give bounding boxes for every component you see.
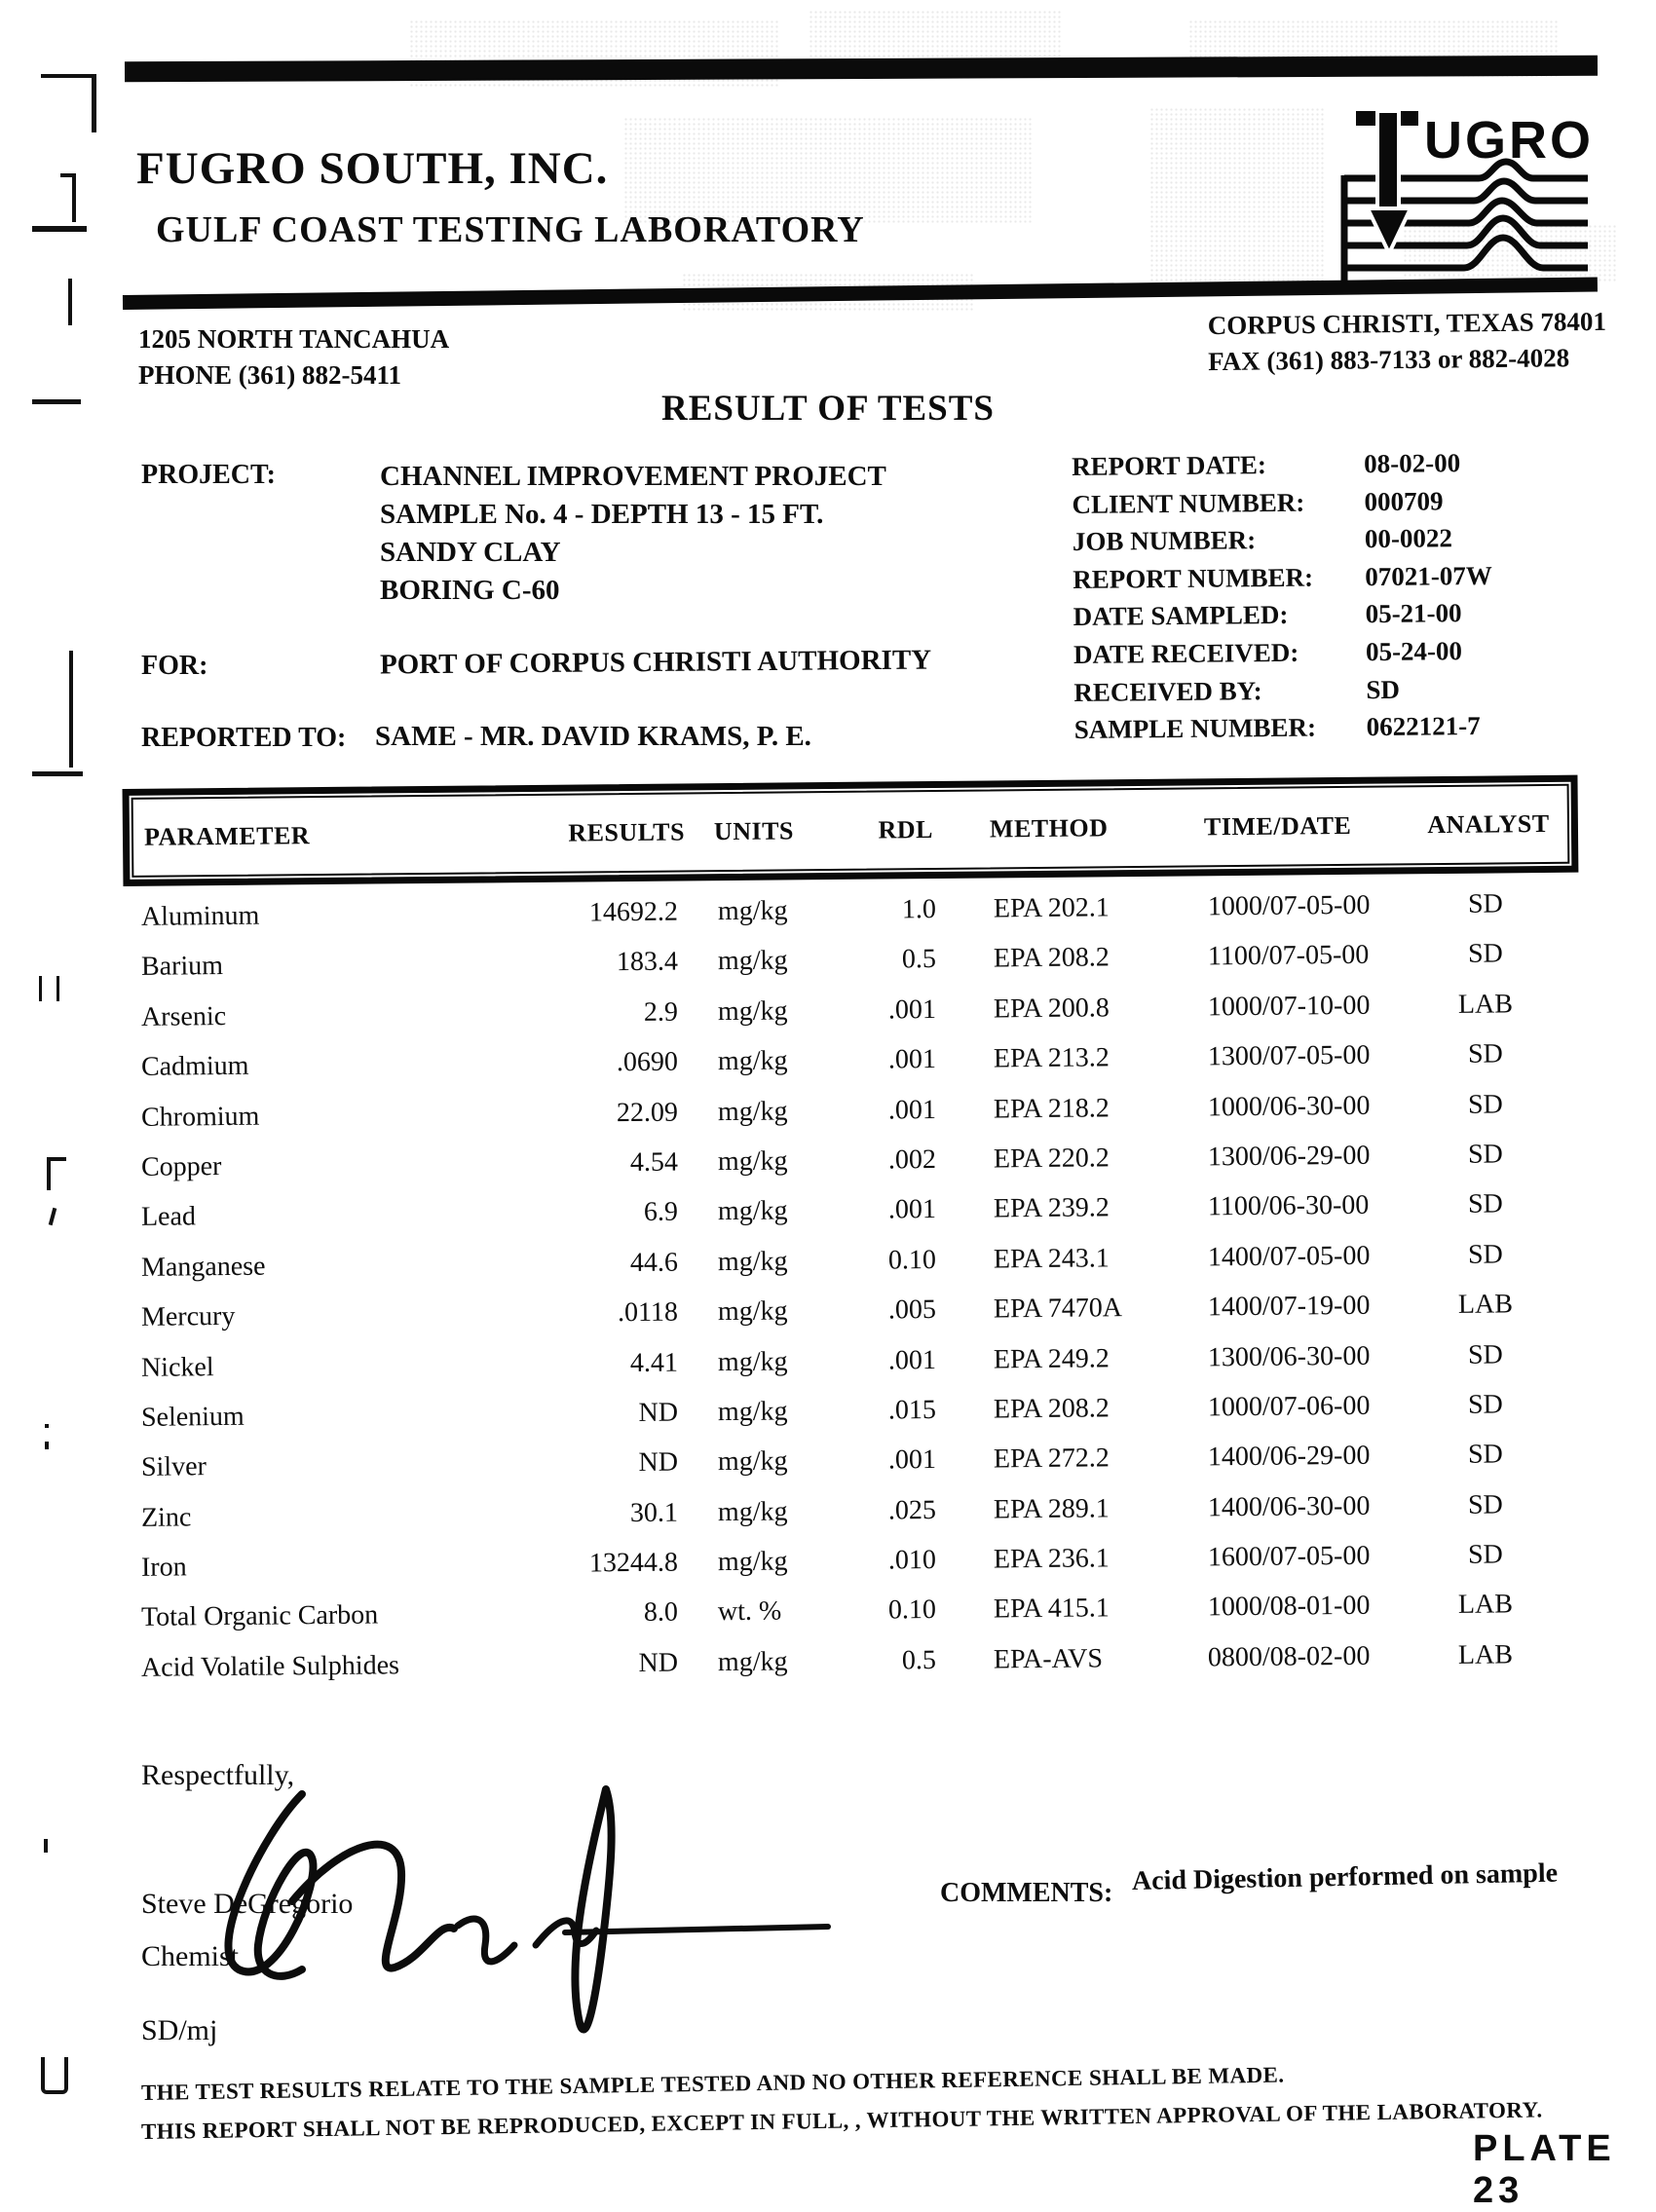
col-header-analyst: ANALYST (1427, 808, 1550, 840)
cell-result: ND (638, 1647, 679, 1678)
cell-method: EPA 202.1 (993, 892, 1110, 924)
cell-method: EPA 200.8 (993, 992, 1110, 1024)
cell-units: mg/kg (717, 1145, 788, 1177)
cell-analyst: SD (1467, 1088, 1503, 1120)
cell-result: 4.41 (629, 1346, 679, 1378)
cell-analyst: SD (1467, 1539, 1503, 1570)
cell-result: 4.54 (629, 1146, 679, 1178)
cell-rdl: .001 (887, 1194, 937, 1225)
cell-timedate: 1400/06-29-00 (1207, 1440, 1371, 1473)
cell-units: mg/kg (717, 1045, 788, 1077)
report-info-row (1072, 448, 1491, 490)
results-table-body (127, 888, 1559, 1693)
cell-analyst: SD (1467, 1038, 1503, 1069)
cell-result: 30.1 (629, 1496, 679, 1528)
report-info-block (1072, 448, 1493, 753)
cell-rdl: .005 (887, 1293, 937, 1326)
col-header-results: RESULTS (568, 817, 686, 847)
scan-artifact (69, 651, 73, 768)
cell-timedate: 1000/07-10-00 (1207, 990, 1371, 1022)
address-right (1208, 304, 1607, 380)
cell-rdl: .001 (887, 1043, 937, 1075)
report-info-value: 05-24-00 (1365, 636, 1463, 667)
address-fax: FAX (361) 883-7133 or 882-4028 (1208, 343, 1570, 377)
cell-units: mg/kg (717, 1546, 788, 1577)
scan-artifact (39, 976, 42, 1001)
cell-parameter: Barium (140, 951, 224, 982)
report-info-row (1073, 598, 1492, 640)
scan-artifact (32, 226, 87, 232)
cell-rdl: .001 (887, 1344, 937, 1375)
scan-artifact (68, 279, 72, 325)
cell-analyst: LAB (1457, 1589, 1514, 1621)
cell-timedate: 1000/06-30-00 (1207, 1089, 1371, 1122)
col-header-parameter: PARAMETER (143, 821, 311, 851)
report-info-value: 08-02-00 (1363, 448, 1461, 479)
project-value (380, 458, 886, 610)
fugro-logo (1323, 105, 1605, 300)
cell-analyst: SD (1467, 1488, 1503, 1520)
cell-result: 183.4 (616, 946, 679, 978)
cell-result: .0118 (617, 1296, 679, 1328)
cell-analyst: SD (1467, 1188, 1503, 1219)
cell-units: mg/kg (717, 1245, 788, 1277)
for-label: FOR: (141, 651, 208, 681)
cell-parameter: Chromium (140, 1100, 260, 1133)
cell-method: EPA 208.2 (993, 942, 1110, 974)
cell-rdl: 1.0 (901, 893, 937, 925)
cell-parameter: Aluminum (140, 900, 260, 932)
cell-rdl: .015 (887, 1394, 937, 1426)
cell-parameter: Acid Volatile Sulphides (140, 1649, 400, 1683)
cell-units: mg/kg (717, 994, 788, 1027)
document-title: RESULT OF TESTS (660, 389, 996, 429)
cell-parameter: Manganese (140, 1251, 266, 1283)
cell-timedate: 1000/07-06-00 (1207, 1390, 1371, 1422)
comments-label: COMMENTS: (940, 1878, 1113, 1908)
division-name: GULF COAST TESTING LABORATORY (156, 209, 865, 250)
cell-result: 44.6 (629, 1246, 679, 1278)
cell-timedate: 1400/07-05-00 (1207, 1240, 1371, 1272)
cell-method: EPA 218.2 (993, 1092, 1110, 1124)
cell-timedate: 1000/08-01-00 (1207, 1590, 1371, 1623)
cell-result: .0690 (616, 1046, 679, 1078)
cell-rdl: 0.10 (887, 1594, 937, 1626)
cell-units: mg/kg (717, 1396, 788, 1427)
clipped-plate-text: PLATE 23 (1473, 2128, 1616, 2211)
for-value: PORT OF CORPUS CHRISTI AUTHORITY (379, 644, 932, 681)
project-label: PROJECT: (141, 460, 276, 490)
cell-analyst: LAB (1457, 1638, 1514, 1670)
cell-result: 13244.8 (588, 1547, 679, 1579)
address-city: CORPUS CHRISTI, TEXAS 78401 (1207, 306, 1607, 341)
project-line: SANDY CLAY (380, 537, 561, 568)
address-left (138, 321, 449, 394)
cell-timedate: 1600/07-05-00 (1207, 1540, 1371, 1573)
cell-parameter: Nickel (140, 1351, 214, 1383)
report-info-value: 000709 (1364, 485, 1444, 516)
cell-method: EPA 289.1 (993, 1492, 1110, 1524)
report-info-row (1072, 485, 1491, 527)
report-info-label: DATE RECEIVED: (1073, 637, 1299, 669)
cell-analyst: LAB (1457, 988, 1514, 1020)
col-header-rdl: RDL (878, 815, 934, 844)
reported-to-label: REPORTED TO: (141, 723, 347, 753)
cell-result: 6.9 (643, 1196, 679, 1227)
col-header-method: METHOD (989, 813, 1109, 844)
cell-timedate: 1400/06-30-00 (1207, 1490, 1371, 1522)
footer-disclaimer-line2: THIS REPORT SHALL NOT BE REPRODUCED, EXCEPT IN FULL, , WITHOUT THE WRITTEN APPROVAL OF THE LABORATORY. (140, 2097, 1543, 2144)
cell-units: mg/kg (717, 1345, 788, 1377)
cell-parameter: Copper (140, 1150, 222, 1182)
footer-disclaimer-line1: THE TEST RESULTS RELATE TO THE SAMPLE TESTED AND NO OTHER REFERENCE SHALL BE MADE. (140, 2062, 1285, 2105)
scan-artifact (45, 1424, 49, 1428)
cell-timedate: 1100/07-05-00 (1207, 939, 1370, 972)
cell-parameter: Selenium (140, 1401, 245, 1433)
cell-rdl: 0.10 (887, 1244, 937, 1275)
report-info-label: SAMPLE NUMBER: (1073, 712, 1317, 745)
cell-result: 22.09 (616, 1096, 679, 1128)
cell-parameter: Total Organic Carbon (140, 1599, 379, 1633)
scan-noise (1149, 107, 1325, 282)
cell-parameter: Silver (140, 1451, 207, 1482)
reported-to-value: SAME - MR. DAVID KRAMS, P. E. (375, 721, 811, 752)
cell-timedate: 0800/08-02-00 (1207, 1640, 1371, 1672)
cell-timedate: 1400/07-19-00 (1207, 1290, 1371, 1323)
report-info-row (1073, 673, 1493, 715)
cell-analyst: SD (1467, 1238, 1503, 1270)
top-rule (125, 56, 1598, 83)
report-info-row (1073, 523, 1492, 565)
cell-rdl: 0.5 (901, 944, 937, 975)
report-info-label: JOB NUMBER: (1072, 525, 1257, 557)
project-line: BORING C-60 (380, 575, 560, 606)
cell-units: mg/kg (717, 1195, 788, 1227)
report-info-label: REPORT DATE: (1072, 450, 1267, 481)
cell-parameter: Cadmium (140, 1050, 249, 1082)
salutation: Respectfully, (141, 1759, 295, 1791)
scan-artifact (56, 976, 59, 1001)
logo-text: UGRO (1424, 111, 1594, 169)
scan-artifact (45, 1442, 49, 1449)
cell-timedate: 1100/06-30-00 (1207, 1189, 1370, 1222)
cell-method: EPA-AVS (993, 1642, 1104, 1675)
report-info-value: 05-21-00 (1365, 598, 1462, 629)
cell-method: EPA 415.1 (993, 1593, 1110, 1625)
cell-rdl: .001 (887, 1444, 937, 1476)
cell-method: EPA 249.2 (993, 1342, 1110, 1374)
cell-analyst: LAB (1457, 1289, 1514, 1320)
cell-units: wt. % (717, 1595, 782, 1628)
scan-artifact (49, 1208, 57, 1225)
cell-result: 14692.2 (588, 896, 679, 928)
cell-timedate: 1300/07-05-00 (1207, 1039, 1371, 1072)
cell-rdl: .001 (887, 1094, 937, 1125)
cell-units: mg/kg (717, 945, 788, 977)
cell-method: EPA 239.2 (993, 1192, 1110, 1224)
cell-units: mg/kg (717, 1445, 788, 1478)
cell-units: mg/kg (717, 895, 788, 926)
cell-units: mg/kg (717, 1495, 788, 1527)
results-table-header (123, 775, 1579, 886)
signer-title: Chemist (141, 1940, 240, 1972)
cell-parameter: Lead (140, 1201, 197, 1232)
cell-result: 2.9 (643, 996, 679, 1028)
col-header-timedate: TIME/DATE (1203, 810, 1352, 842)
cell-rdl: .025 (887, 1494, 937, 1525)
scan-artifact (41, 74, 96, 132)
scan-artifact (32, 771, 83, 776)
cell-parameter: Arsenic (140, 1000, 227, 1032)
report-info-value: 0622121-7 (1366, 711, 1481, 742)
scan-artifact (47, 1157, 66, 1190)
cell-method: EPA 213.2 (993, 1042, 1110, 1074)
cell-analyst: SD (1467, 938, 1503, 969)
report-info-row (1073, 561, 1492, 603)
cell-parameter: Mercury (140, 1300, 236, 1332)
col-header-units: UNITS (713, 816, 795, 846)
signer-name: Steve DeGregorio (141, 1888, 354, 1920)
cell-method: EPA 243.1 (993, 1242, 1110, 1274)
report-info-row (1074, 711, 1494, 753)
cell-rdl: .010 (887, 1544, 937, 1576)
cell-rdl: 0.5 (901, 1644, 937, 1675)
scan-artifact (44, 1839, 48, 1853)
report-info-value: SD (1366, 674, 1401, 704)
report-info-row (1073, 636, 1493, 678)
cell-parameter: Zinc (140, 1501, 192, 1533)
cell-timedate: 1300/06-29-00 (1207, 1140, 1371, 1172)
cell-units: mg/kg (717, 1646, 788, 1677)
cell-analyst: SD (1467, 1338, 1503, 1369)
cell-result: ND (638, 1397, 679, 1428)
cell-method: EPA 7470A (993, 1293, 1123, 1325)
cell-analyst: SD (1467, 1389, 1503, 1420)
cell-parameter: Iron (140, 1552, 187, 1583)
cell-rdl: .002 (887, 1143, 937, 1176)
cell-method: EPA 272.2 (993, 1443, 1110, 1475)
cell-method: EPA 236.1 (993, 1543, 1110, 1575)
report-info-label: REPORT NUMBER: (1073, 562, 1314, 594)
cell-timedate: 1300/06-30-00 (1207, 1339, 1371, 1372)
cell-units: mg/kg (717, 1295, 788, 1327)
cell-analyst: SD (1467, 1139, 1503, 1170)
cell-timedate: 1000/07-05-00 (1207, 889, 1371, 922)
company-name: FUGRO SOUTH, INC. (136, 143, 609, 194)
cell-result: ND (638, 1446, 679, 1478)
comments-value: Acid Digestion performed on sample (1131, 1857, 1559, 1896)
cell-analyst: SD (1467, 888, 1503, 919)
report-info-label: RECEIVED BY: (1073, 675, 1262, 707)
address-street: 1205 NORTH TANCAHUA (138, 324, 450, 354)
cell-result: 8.0 (643, 1596, 679, 1629)
report-info-value: 07021-07W (1365, 560, 1492, 591)
scan-artifact (60, 173, 76, 222)
scan-artifact (41, 2057, 68, 2094)
project-line: SAMPLE No. 4 - DEPTH 13 - 15 FT. (380, 499, 824, 530)
report-info-value: 00-0022 (1364, 523, 1453, 554)
cell-units: mg/kg (717, 1095, 788, 1127)
address-phone: PHONE (361) 882-5411 (138, 360, 401, 390)
cell-rdl: .001 (887, 994, 937, 1025)
cell-analyst: SD (1467, 1439, 1503, 1470)
project-line: CHANNEL IMPROVEMENT PROJECT (380, 461, 886, 492)
cell-method: EPA 208.2 (993, 1392, 1110, 1425)
cell-method: EPA 220.2 (993, 1142, 1110, 1175)
report-info-label: DATE SAMPLED: (1073, 600, 1289, 632)
signer-initials: SD/mj (141, 2014, 218, 2046)
report-info-label: CLIENT NUMBER: (1072, 487, 1305, 519)
